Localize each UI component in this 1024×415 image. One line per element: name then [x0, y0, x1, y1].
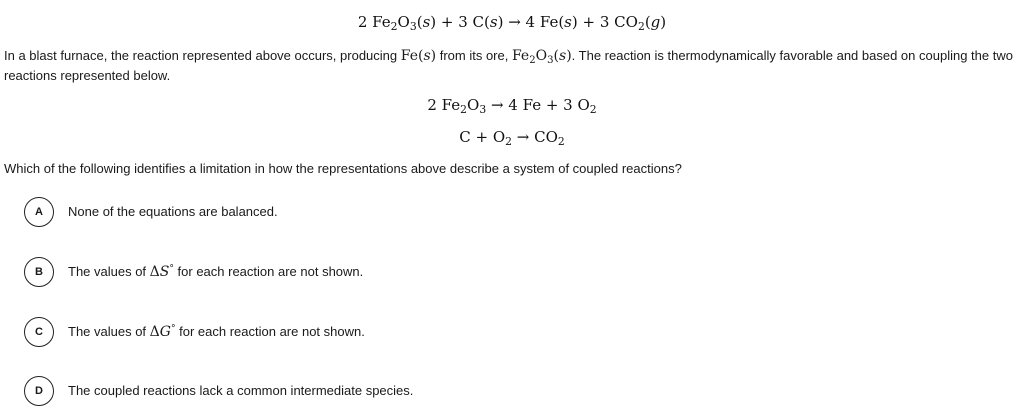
option-letter-badge[interactable]: C [24, 317, 54, 347]
intro-paragraph: In a blast furnace, the reaction represented above occurs, producing Fe(s) from its ore, $Fe_2O_3(s)$. The reaction is thermodynamically favorable and based on coupling the two reactions represented below. [4, 48, 1013, 83]
answer-option-d[interactable] [24, 375, 413, 407]
answer-option-a[interactable] [24, 196, 278, 228]
question-text: Which of the following identifies a limitation in how the representations above describe a system of coupled reactions? [4, 161, 682, 176]
option-letter-badge[interactable]: A [24, 197, 54, 227]
option-letter-badge[interactable]: B [24, 257, 54, 287]
coupled-reaction-2: $C + O_2 \to CO_2$ [459, 128, 565, 149]
option-text: The values of ΔG° for each reaction are not shown. [68, 324, 365, 340]
answer-option-b[interactable] [24, 256, 363, 288]
answer-option-c[interactable] [24, 316, 365, 348]
option-text: None of the equations are balanced. [68, 204, 278, 219]
option-letter-badge[interactable]: D [24, 376, 54, 406]
coupled-reaction-1: 2 $Fe_2O_3 \to 4$ Fe + 3 $O_2$ [427, 96, 597, 117]
option-text: The coupled reactions lack a common intermediate species. [68, 383, 414, 398]
main-reaction-equation: 2 $Fe_2O_3(s) + 3$ C(s) → 4 Fe(s) + 3 $CO_2(g)$ [357, 13, 667, 34]
option-text: The values of ΔS° for each reaction are not shown. [68, 264, 364, 280]
